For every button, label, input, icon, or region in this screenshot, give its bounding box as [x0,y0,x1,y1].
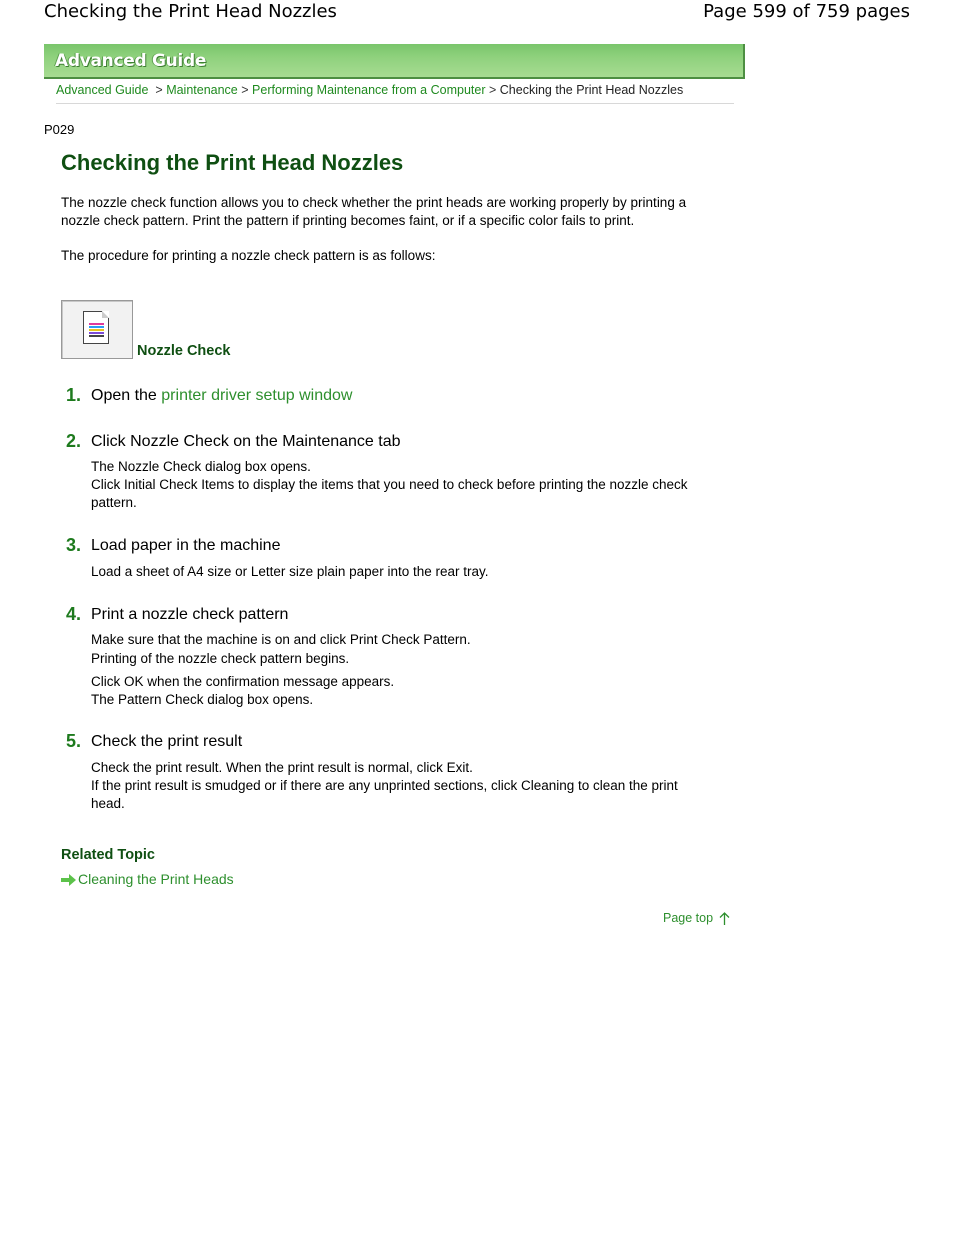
step-5-text [91,759,731,813]
breadcrumb-link-maintenance[interactable]: Maintenance [166,83,238,97]
breadcrumb-separator: > [488,83,497,97]
step-title-2: Click Nozzle Check on the Maintenance tab [91,433,401,450]
page-title: Checking the Print Head Nozzles [61,150,404,175]
step-number-2: 2. [66,431,82,451]
breadcrumb [56,83,734,104]
document-title: Checking the Print Head Nozzles [44,1,337,22]
related-topic-item [61,871,234,889]
step-2-line-2: Click Initial Check Items to display the items that you need to check before printing the nozzle check [91,477,688,492]
step-number-1: 1. [66,385,82,405]
breadcrumb-link-advanced-guide[interactable]: Advanced Guide [56,83,149,97]
step-title-5: Check the print result [91,733,243,750]
page-top-link[interactable]: Page top [663,911,714,925]
intro-paragraph [61,194,731,230]
step-title-1-prefix: Open the [91,387,162,404]
step-title-4: Print a nozzle check pattern [91,606,289,623]
step-2-line-3: pattern. [91,495,137,510]
step-number-4: 4. [66,604,82,624]
step-title-1 [91,387,352,405]
page-counter: Page 599 of 759 pages [703,1,910,22]
advanced-guide-banner [44,44,745,79]
step-5-line-1: Check the print result. When the print result is normal, click Exit. [91,760,473,775]
arrow-up-icon[interactable] [719,912,730,928]
step-4-line-4: The Pattern Check dialog box opens. [91,692,314,707]
step-title-3: Load paper in the machine [91,537,281,554]
breadcrumb-link-performing-maintenance[interactable]: Performing Maintenance from a Computer [252,83,486,97]
step-4-line-2: Printing of the nozzle check pattern begins. [91,651,350,666]
cleaning-print-heads-link[interactable]: Cleaning the Print Heads [78,871,234,887]
step-number-3: 3. [66,535,82,555]
intro-line-1: The nozzle check function allows you to check whether the print heads are working properly by printing a [61,195,687,210]
breadcrumb-separator: > [241,83,249,97]
figure-caption: Nozzle Check [137,343,231,359]
breadcrumb-current: Checking the Print Head Nozzles [499,83,684,97]
step-5-line-2: If the print result is smudged or if there are any unprinted sections, click Cleaning to clean the print [91,778,678,793]
printer-driver-setup-link[interactable]: printer driver setup window [161,387,353,404]
step-3-text: Load a sheet of A4 size or Letter size plain paper into the rear tray. [91,564,489,579]
step-5-line-3: head. [91,796,125,811]
step-number-5: 5. [66,731,82,751]
step-2-text [91,458,731,512]
step-4-line-3: Click OK when the confirmation message appears. [91,674,395,689]
document-icon [83,311,109,344]
intro-line-2: nozzle check pattern. Print the pattern if printing becomes faint, or if a specific color fails to print. [61,213,635,228]
banner-label: Advanced Guide [55,51,207,71]
step-4-text-2 [91,673,731,709]
procedure-text: The procedure for printing a nozzle check pattern is as follows: [61,248,436,263]
page-code: P029 [44,122,75,137]
pdf-header [0,0,954,26]
nozzle-check-thumbnail[interactable] [61,300,133,359]
arrow-right-icon [61,873,76,889]
step-2-line-1: The Nozzle Check dialog box opens. [91,459,311,474]
step-4-line-1: Make sure that the machine is on and click Print Check Pattern. [91,632,471,647]
related-topic-heading: Related Topic [61,847,155,863]
breadcrumb-separator: > [155,83,163,97]
page-top [663,911,730,928]
